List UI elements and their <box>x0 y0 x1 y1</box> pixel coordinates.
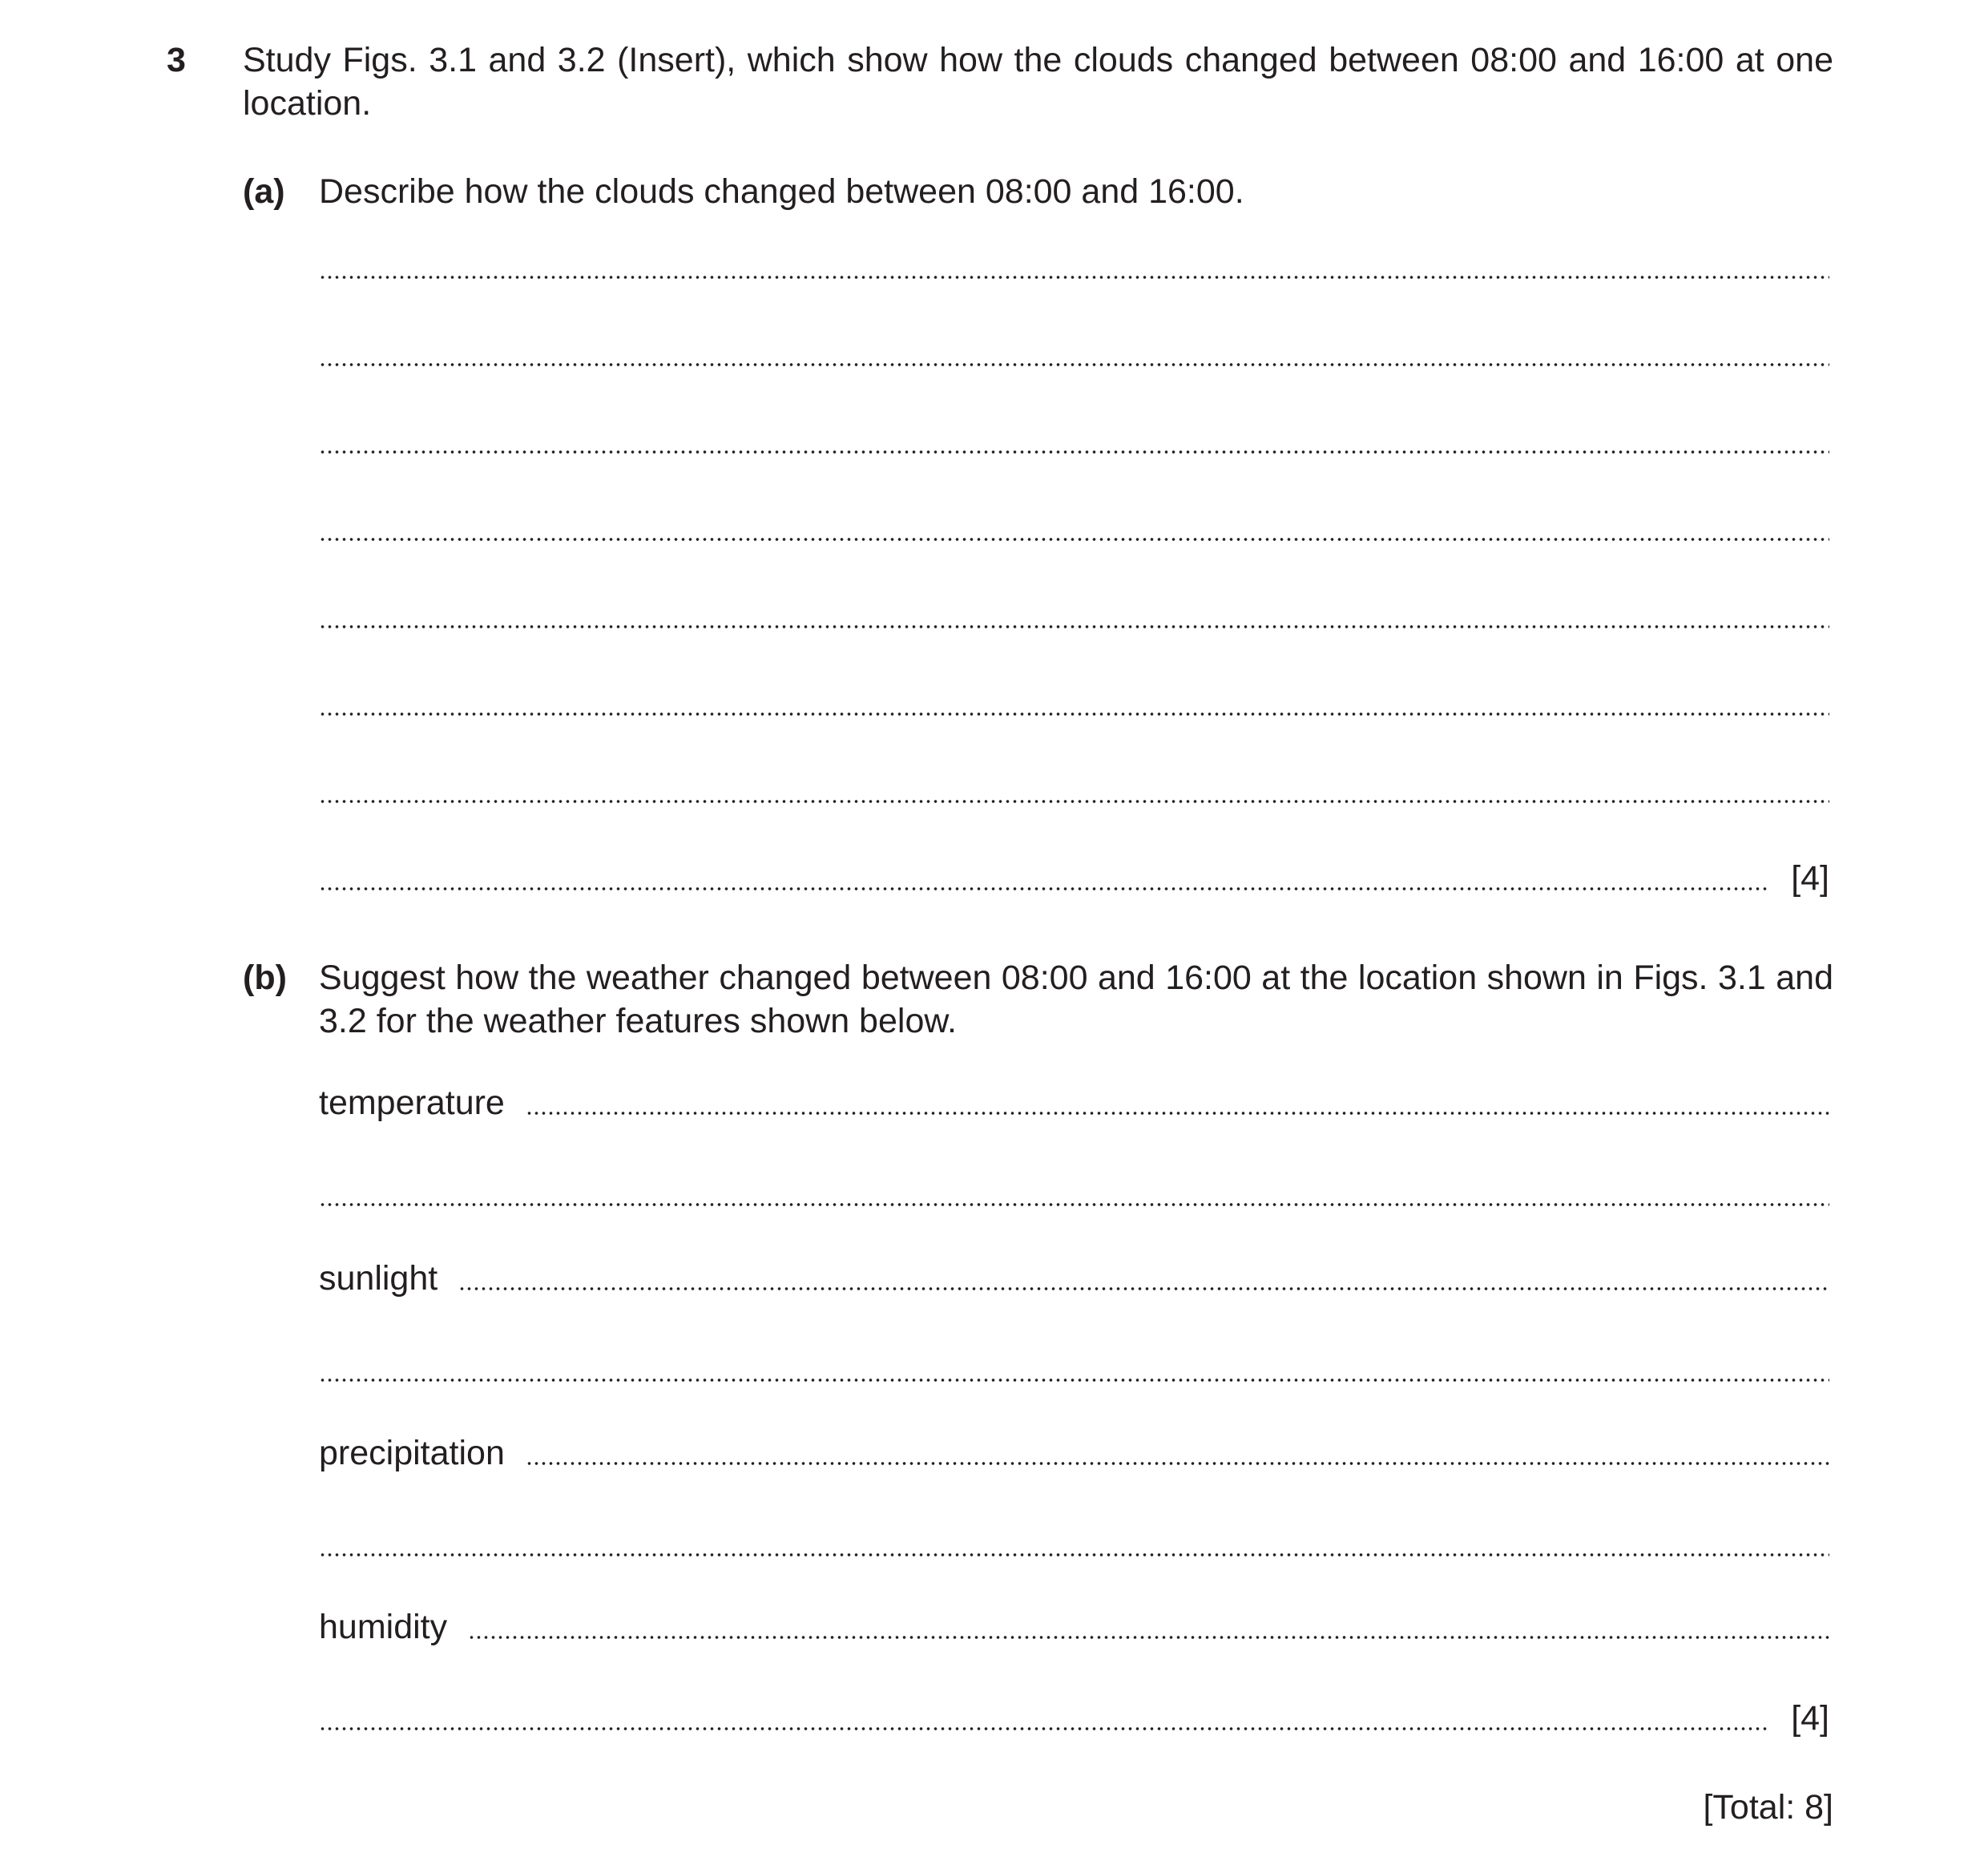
dotted-rule <box>319 1726 1770 1731</box>
answer-line[interactable] <box>319 1698 1829 1738</box>
dotted-rule <box>319 712 1829 717</box>
part-b-prompt: Suggest how the weather changed between 08:00 and 16:00 at the location shown in Figs. 3.1 and 3.2 for the weather features shown below. <box>319 959 1833 1040</box>
dotted-rule <box>319 624 1829 629</box>
precipitation-answer-line[interactable] <box>319 1433 1829 1473</box>
answer-line[interactable] <box>319 858 1829 898</box>
answer-line[interactable] <box>319 509 1829 549</box>
sunlight-answer-line[interactable] <box>319 1258 1829 1298</box>
feature-label-humidity: humidity <box>319 1608 448 1646</box>
part-a-prompt: Describe how the clouds changed between 08:00 and 16:00. <box>319 172 1244 211</box>
part-a-marks: [4] <box>1791 859 1829 898</box>
dotted-rule <box>468 1635 1829 1640</box>
temperature-answer-line[interactable] <box>319 1083 1829 1123</box>
dotted-rule <box>526 1461 1829 1466</box>
dotted-rule <box>319 886 1770 891</box>
answer-line[interactable] <box>319 1350 1829 1390</box>
answer-line[interactable] <box>319 247 1829 287</box>
dotted-rule <box>319 362 1829 367</box>
dotted-rule <box>526 1111 1829 1116</box>
feature-label-temperature: temperature <box>319 1084 505 1122</box>
answer-line[interactable] <box>319 422 1829 462</box>
dotted-rule <box>319 1552 1829 1557</box>
question-number: 3 <box>167 41 186 79</box>
dotted-rule <box>458 1286 1829 1291</box>
answer-line[interactable] <box>319 596 1829 636</box>
answer-line[interactable] <box>319 771 1829 811</box>
feature-label-precipitation: precipitation <box>319 1434 505 1472</box>
dotted-rule <box>319 1378 1829 1383</box>
dotted-rule <box>319 275 1829 280</box>
total-marks: [Total: 8] <box>1703 1788 1833 1827</box>
answer-line[interactable] <box>319 1524 1829 1564</box>
question-stem: Study Figs. 3.1 and 3.2 (Insert), which show how the clouds changed between 08:00 and 16:00 at one location. <box>243 41 1833 123</box>
humidity-answer-line[interactable] <box>319 1607 1829 1647</box>
dotted-rule <box>319 450 1829 454</box>
part-b-label: (b) <box>243 959 287 997</box>
answer-line[interactable] <box>319 334 1829 374</box>
dotted-rule <box>319 537 1829 542</box>
answer-line[interactable] <box>319 684 1829 724</box>
feature-label-sunlight: sunlight <box>319 1259 438 1298</box>
part-a-label: (a) <box>243 172 285 211</box>
part-b-marks: [4] <box>1791 1699 1829 1738</box>
dotted-rule <box>319 799 1829 804</box>
answer-line[interactable] <box>319 1174 1829 1214</box>
dotted-rule <box>319 1202 1829 1207</box>
